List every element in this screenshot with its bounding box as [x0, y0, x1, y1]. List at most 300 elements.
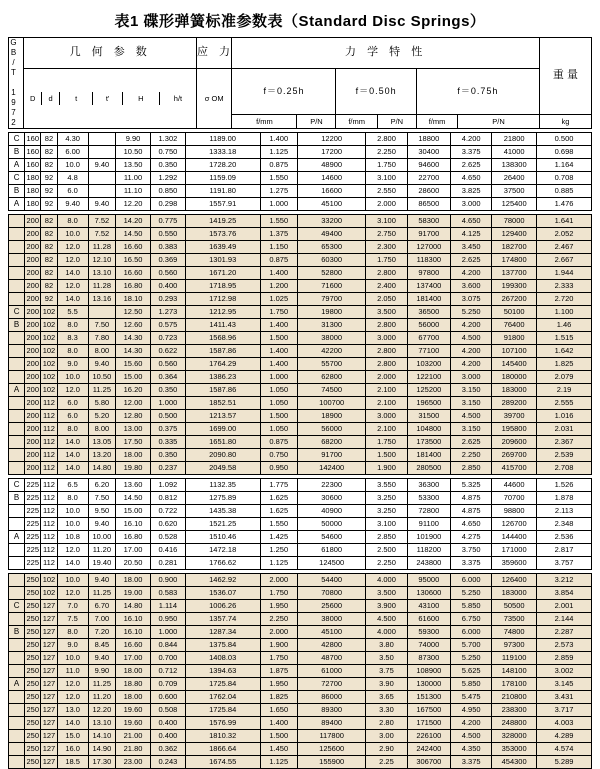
cell-H: 19.00: [116, 587, 151, 600]
cell-h-t: 0.950: [150, 613, 185, 626]
cell-D: 160: [25, 133, 41, 146]
cell-f-025: 1.050: [260, 423, 297, 436]
row-group-label: [9, 254, 25, 267]
cell-f-075: 4.650: [451, 215, 492, 228]
cell-p-075: 70700: [492, 492, 537, 505]
row-group-label: [9, 756, 25, 769]
row-group-label: A: [9, 678, 25, 691]
cell-f-025: 2.250: [260, 613, 297, 626]
cell-sigma: 1287.34: [185, 626, 260, 639]
p-col-1: P/N: [297, 115, 336, 129]
cell-t-prime: 14.90: [88, 743, 115, 756]
table-row: [9, 492, 592, 505]
row-group-label: [9, 652, 25, 665]
cell-weight: 2.555: [537, 397, 592, 410]
cell-f-025: 1.375: [260, 228, 297, 241]
cell-t-prime: 13.10: [88, 717, 115, 730]
cell-t: 9.40: [57, 198, 88, 211]
cell-f-075: 4.200: [451, 133, 492, 146]
table-row: [9, 531, 592, 544]
cell-d: 102: [41, 345, 57, 358]
cell-p-075: 209600: [492, 436, 537, 449]
cell-sigma: 1576.99: [185, 717, 260, 730]
cell-H: 12.80: [116, 410, 151, 423]
table-row: [9, 600, 592, 613]
cell-sigma: 1132.35: [185, 479, 260, 492]
cell-H: 16.50: [116, 254, 151, 267]
cell-H: 16.20: [116, 384, 151, 397]
table-row: [9, 397, 592, 410]
cell-f-075: 3.150: [451, 423, 492, 436]
cell-p-075: 415700: [492, 462, 537, 475]
cell-H: 23.00: [116, 756, 151, 769]
cell-f-075: 3.750: [451, 544, 492, 557]
cell-f-025: 1.050: [260, 384, 297, 397]
cell-f-025: 0.875: [260, 254, 297, 267]
cell-weight: 4.003: [537, 717, 592, 730]
table-row: [9, 345, 592, 358]
cell-sigma: 1810.32: [185, 730, 260, 743]
cell-H: 11.00: [116, 172, 151, 185]
cell-t: 10.0: [57, 518, 88, 531]
cell-p-050: 31500: [407, 410, 451, 423]
cell-f-025: 1.150: [260, 241, 297, 254]
row-group-label: [9, 462, 25, 475]
cell-p-050: 306700: [407, 756, 451, 769]
cell-h-t: 1.092: [150, 479, 185, 492]
cell-f-050: 1.750: [366, 159, 407, 172]
cell-f-075: 4.500: [451, 332, 492, 345]
cell-t: 12.0: [57, 254, 88, 267]
cell-H: 12.50: [116, 306, 151, 319]
cell-D: 180: [25, 185, 41, 198]
cell-f-075: 3.150: [451, 397, 492, 410]
row-group-label: C: [9, 306, 25, 319]
cell-weight: 2.19: [537, 384, 592, 397]
cell-t: 8.0: [57, 423, 88, 436]
cell-f-075: 2.850: [451, 462, 492, 475]
cell-sigma: 1213.57: [185, 410, 260, 423]
cell-t-prime: 6.70: [88, 600, 115, 613]
row-group-label: [9, 639, 25, 652]
cell-h-t: 1.000: [150, 397, 185, 410]
cell-p-075: 353000: [492, 743, 537, 756]
cell-p-025: 12200: [297, 133, 366, 146]
cell-f-050: 2.400: [366, 280, 407, 293]
cell-sigma: 1866.64: [185, 743, 260, 756]
cell-p-075: 129400: [492, 228, 537, 241]
row-group-label: [9, 544, 25, 557]
cell-D: 200: [25, 215, 41, 228]
cell-weight: 3.757: [537, 557, 592, 570]
cell-t-prime: 9.40: [88, 574, 115, 587]
row-group-label: [9, 518, 25, 531]
table-row: [9, 384, 592, 397]
cell-sigma: 1301.93: [185, 254, 260, 267]
cell-f-025: 1.900: [260, 639, 297, 652]
cell-sigma: 1573.76: [185, 228, 260, 241]
cell-h-t: 0.560: [150, 358, 185, 371]
cell-D: 200: [25, 293, 41, 306]
cell-sigma: 1191.80: [185, 185, 260, 198]
cell-f-050: 3.250: [366, 492, 407, 505]
cell-f-050: 1.900: [366, 462, 407, 475]
cell-sigma: 1587.86: [185, 345, 260, 358]
table-row: [9, 652, 592, 665]
cell-t: 6.5: [57, 479, 88, 492]
row-group-label: [9, 358, 25, 371]
cell-D: 160: [25, 159, 41, 172]
cell-f-050: 2.550: [366, 185, 407, 198]
cell-d: 92: [41, 185, 57, 198]
cell-p-050: 127000: [407, 241, 451, 254]
cell-p-050: 53300: [407, 492, 451, 505]
cell-H: 16.10: [116, 613, 151, 626]
cell-p-050: 181400: [407, 449, 451, 462]
cell-p-050: 77100: [407, 345, 451, 358]
cell-t: 4.8: [57, 172, 88, 185]
cell-p-050: 122100: [407, 371, 451, 384]
cell-weight: 3.717: [537, 704, 592, 717]
table-row: [9, 172, 592, 185]
table-row: [9, 228, 592, 241]
cell-p-025: 33200: [297, 215, 366, 228]
cell-D: 225: [25, 492, 41, 505]
cell-weight: 1.476: [537, 198, 592, 211]
cell-p-075: 44600: [492, 479, 537, 492]
cell-p-025: 54400: [297, 574, 366, 587]
cell-d: 82: [41, 215, 57, 228]
cell-t: 4.30: [57, 133, 88, 146]
cell-p-050: 118300: [407, 254, 451, 267]
cell-f-075: 4.200: [451, 345, 492, 358]
row-group-label: [9, 730, 25, 743]
cell-sigma: 1357.74: [185, 613, 260, 626]
cell-D: 225: [25, 544, 41, 557]
cell-weight: 2.052: [537, 228, 592, 241]
cell-sigma: 1411.43: [185, 319, 260, 332]
cell-p-025: 72700: [297, 678, 366, 691]
cell-D: 200: [25, 397, 41, 410]
cell-d: 112: [41, 544, 57, 557]
cell-D: 250: [25, 574, 41, 587]
cell-t-prime: [88, 306, 115, 319]
cell-sigma: 1712.98: [185, 293, 260, 306]
cell-p-050: 67700: [407, 332, 451, 345]
header-mechanics: 力 学 特 性: [232, 38, 539, 69]
cell-weight: 3.002: [537, 665, 592, 678]
table-row: [9, 410, 592, 423]
cell-sigma: 1333.18: [185, 146, 260, 159]
cell-d: 102: [41, 574, 57, 587]
cell-f-050: 2.850: [366, 531, 407, 544]
cell-p-050: 108900: [407, 665, 451, 678]
cell-weight: 1.878: [537, 492, 592, 505]
table-row: [9, 215, 592, 228]
cell-H: 19.60: [116, 717, 151, 730]
cell-p-050: 43100: [407, 600, 451, 613]
row-group-label: [9, 215, 25, 228]
cell-sigma: 1725.84: [185, 678, 260, 691]
cell-f-025: 1.550: [260, 172, 297, 185]
cell-sigma: 1762.04: [185, 691, 260, 704]
cell-D: 160: [25, 146, 41, 159]
cell-t: 8.0: [57, 215, 88, 228]
cell-t: 12.0: [57, 691, 88, 704]
table-row: [9, 159, 592, 172]
cell-p-075: 76400: [492, 319, 537, 332]
row-group-label: C: [9, 133, 25, 146]
cell-f-025: 1.025: [260, 293, 297, 306]
cell-d: 112: [41, 449, 57, 462]
cell-f-050: 2.250: [366, 146, 407, 159]
cell-d: 82: [41, 159, 57, 172]
cell-t: 6.0: [57, 185, 88, 198]
cell-f-025: 1.500: [260, 410, 297, 423]
f-col-3: f/mm: [416, 115, 457, 129]
cell-p-025: 48900: [297, 159, 366, 172]
table-row: [9, 358, 592, 371]
cell-weight: 2.079: [537, 371, 592, 384]
cell-f-025: 1.400: [260, 358, 297, 371]
cell-p-050: 22700: [407, 172, 451, 185]
cell-p-075: 248800: [492, 717, 537, 730]
cell-H: 13.60: [116, 479, 151, 492]
cell-f-050: 1.750: [366, 436, 407, 449]
cell-f-050: 2.000: [366, 198, 407, 211]
table-row: [9, 293, 592, 306]
cell-p-075: 78000: [492, 215, 537, 228]
cell-t: 8.0: [57, 345, 88, 358]
cell-weight: 0.708: [537, 172, 592, 185]
cell-d: 127: [41, 652, 57, 665]
cell-p-025: 45100: [297, 626, 366, 639]
cell-t: 18.5: [57, 756, 88, 769]
cell-f-075: 5.475: [451, 691, 492, 704]
cell-t-prime: 9.40: [88, 652, 115, 665]
cell-d: 112: [41, 462, 57, 475]
cell-t: 5.5: [57, 306, 88, 319]
row-group-label: [9, 743, 25, 756]
cell-t: 14.0: [57, 436, 88, 449]
cell-t: 10.0: [57, 505, 88, 518]
cell-t-prime: 7.50: [88, 492, 115, 505]
row-group-label: [9, 449, 25, 462]
cell-p-025: 38000: [297, 332, 366, 345]
cell-sigma: 1568.96: [185, 332, 260, 345]
cell-h-t: 0.583: [150, 587, 185, 600]
cell-p-025: 125600: [297, 743, 366, 756]
cell-weight: 1.526: [537, 479, 592, 492]
cell-sigma: 1419.25: [185, 215, 260, 228]
cell-H: 18.00: [116, 665, 151, 678]
cell-weight: 1.515: [537, 332, 592, 345]
cell-t-prime: [88, 133, 115, 146]
cell-f-075: 3.075: [451, 293, 492, 306]
cell-H: 14.50: [116, 228, 151, 241]
cell-h-t: 0.508: [150, 704, 185, 717]
cell-f-075: 3.600: [451, 280, 492, 293]
table-row: [9, 613, 592, 626]
cell-p-025: 16600: [297, 185, 366, 198]
row-group-label: B: [9, 626, 25, 639]
cell-t-prime: 8.45: [88, 639, 115, 652]
cell-p-075: 144400: [492, 531, 537, 544]
cell-D: 180: [25, 172, 41, 185]
cell-f-025: 1.400: [260, 717, 297, 730]
cell-t-prime: 7.20: [88, 626, 115, 639]
cell-weight: 2.708: [537, 462, 592, 475]
cell-f-050: 3.000: [366, 332, 407, 345]
cell-weight: 1.100: [537, 306, 592, 319]
cell-t: 12.0: [57, 678, 88, 691]
cell-f-075: 2.625: [451, 159, 492, 172]
cell-f-050: 2.800: [366, 267, 407, 280]
load-group-075h: f＝0.75h: [416, 69, 539, 115]
cell-weight: 2.348: [537, 518, 592, 531]
cell-t: 8.3: [57, 332, 88, 345]
cell-d: 82: [41, 228, 57, 241]
cell-p-050: 56000: [407, 319, 451, 332]
cell-t: 13.0: [57, 704, 88, 717]
cell-p-050: 59300: [407, 626, 451, 639]
cell-t: 14.0: [57, 717, 88, 730]
cell-d: 112: [41, 423, 57, 436]
cell-H: 18.00: [116, 691, 151, 704]
cell-f-075: 6.750: [451, 613, 492, 626]
cell-p-075: 182700: [492, 241, 537, 254]
cell-f-075: 4.500: [451, 410, 492, 423]
row-group-label: [9, 557, 25, 570]
row-group-label: [9, 574, 25, 587]
cell-p-075: 26400: [492, 172, 537, 185]
cell-sigma: 1394.63: [185, 665, 260, 678]
cell-H: 18.00: [116, 449, 151, 462]
cell-t-prime: 11.25: [88, 587, 115, 600]
cell-f-025: 0.875: [260, 159, 297, 172]
geom-subheader: [24, 69, 197, 129]
disc-spring-table: [8, 37, 592, 129]
cell-t-prime: 11.20: [88, 691, 115, 704]
cell-sigma: 1189.00: [185, 133, 260, 146]
cell-sigma: 2049.58: [185, 462, 260, 475]
cell-D: 225: [25, 557, 41, 570]
cell-t: 16.0: [57, 743, 88, 756]
cell-H: 18.00: [116, 574, 151, 587]
cell-t: 12.0: [57, 587, 88, 600]
row-group-label: [9, 267, 25, 280]
row-group-label: [9, 280, 25, 293]
cell-f-025: 1.125: [260, 756, 297, 769]
cell-weight: 2.536: [537, 531, 592, 544]
cell-H: 9.90: [116, 133, 151, 146]
cell-p-025: 42200: [297, 345, 366, 358]
cell-D: 250: [25, 743, 41, 756]
cell-f-025: 1.400: [260, 319, 297, 332]
cell-f-050: 3.30: [366, 704, 407, 717]
cell-h-t: 0.364: [150, 371, 185, 384]
header-row-2: [9, 69, 592, 115]
cell-weight: 0.885: [537, 185, 592, 198]
cell-H: 16.80: [116, 280, 151, 293]
cell-f-025: 1.500: [260, 332, 297, 345]
cell-p-050: 36500: [407, 306, 451, 319]
cell-t-prime: 6.20: [88, 479, 115, 492]
cell-f-050: 3.500: [366, 587, 407, 600]
cell-d: 127: [41, 600, 57, 613]
cell-t: 12.0: [57, 280, 88, 293]
cell-f-075: 3.375: [451, 146, 492, 159]
table-row: [9, 198, 592, 211]
cell-t: 14.0: [57, 557, 88, 570]
cell-H: 14.80: [116, 600, 151, 613]
row-group-label: [9, 704, 25, 717]
cell-f-075: 4.650: [451, 518, 492, 531]
geom-col-D: D: [24, 92, 41, 105]
cell-f-025: 1.950: [260, 678, 297, 691]
table-row: [9, 756, 592, 769]
cell-f-075: 2.625: [451, 436, 492, 449]
cell-t: 9.0: [57, 358, 88, 371]
cell-d: 127: [41, 613, 57, 626]
cell-f-025: 2.000: [260, 626, 297, 639]
cell-H: 17.50: [116, 436, 151, 449]
load-group-025h: f＝0.25h: [232, 69, 336, 115]
cell-p-050: 181400: [407, 293, 451, 306]
cell-f-025: 1.750: [260, 652, 297, 665]
cell-D: 250: [25, 626, 41, 639]
cell-t-prime: 8.00: [88, 423, 115, 436]
cell-f-075: 3.450: [451, 241, 492, 254]
cell-p-050: 173500: [407, 436, 451, 449]
cell-d: 112: [41, 531, 57, 544]
cell-f-025: 1.125: [260, 146, 297, 159]
cell-t-prime: 10.50: [88, 371, 115, 384]
cell-h-t: 0.550: [150, 228, 185, 241]
cell-f-075: 5.250: [451, 306, 492, 319]
cell-H: 17.00: [116, 652, 151, 665]
table-row: [9, 717, 592, 730]
cell-h-t: 0.400: [150, 730, 185, 743]
cell-weight: 2.001: [537, 600, 592, 613]
table-row: [9, 505, 592, 518]
header-weight: 重 量: [539, 38, 591, 115]
cell-t-prime: [88, 172, 115, 185]
header-geometry: 几 何 参 数: [24, 38, 197, 69]
cell-D: 200: [25, 371, 41, 384]
cell-f-050: 3.50: [366, 652, 407, 665]
cell-p-050: 36300: [407, 479, 451, 492]
cell-f-025: 1.875: [260, 665, 297, 678]
cell-t: 6.0: [57, 397, 88, 410]
row-group-label: A: [9, 198, 25, 211]
row-group-label: [9, 397, 25, 410]
cell-p-050: 125200: [407, 384, 451, 397]
cell-h-t: 0.600: [150, 691, 185, 704]
cell-f-025: 0.875: [260, 436, 297, 449]
cell-h-t: 0.350: [150, 384, 185, 397]
cell-p-025: 71600: [297, 280, 366, 293]
cell-f-025: 1.500: [260, 730, 297, 743]
table-row: [9, 267, 592, 280]
cell-p-025: 17200: [297, 146, 366, 159]
cell-p-075: 126400: [492, 574, 537, 587]
cell-d: 102: [41, 332, 57, 345]
cell-t-prime: 10.00: [88, 531, 115, 544]
cell-h-t: 0.528: [150, 531, 185, 544]
table-row: [9, 557, 592, 570]
cell-H: 17.00: [116, 544, 151, 557]
